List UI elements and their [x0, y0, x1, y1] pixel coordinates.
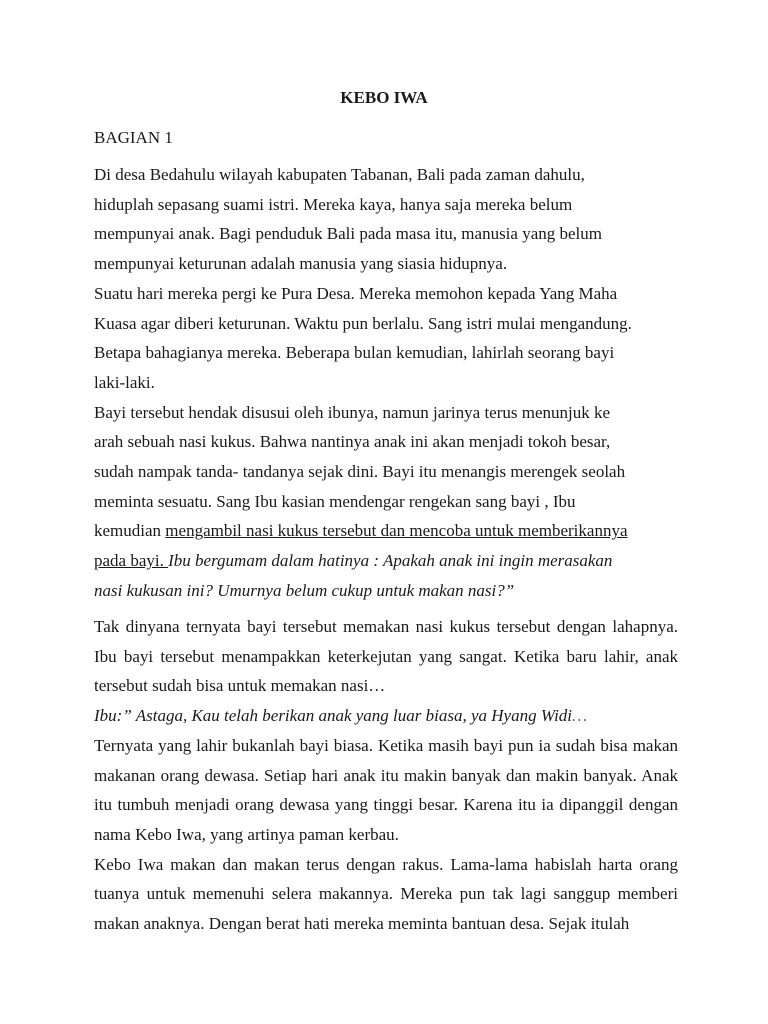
quote-line: [94, 701, 678, 731]
paragraph-6: [94, 850, 678, 939]
text-line: laki-laki.: [94, 372, 155, 392]
text-line: Tak dinyana ternyata bayi tersebut memakan nasi kukus tersebut dengan: [94, 617, 606, 636]
paragraph-2: [94, 279, 678, 398]
text-line: mempunyai keturunan adalah manusia yang siasia hidupnya.: [94, 254, 508, 274]
section-heading: BAGIAN 1: [94, 128, 173, 147]
italic-text: Ibu bergumam dalam hatinya : Apakah anak ini ingin merasakan: [168, 551, 613, 571]
underlined-text: mengambil nasi kukus tersebut dan mencoba untuk memberikannya: [165, 521, 628, 541]
text-line: mempunyai anak. Bagi penduduk Bali pada masa itu, manusia yang belum: [94, 224, 602, 244]
text-line: makan makanan orang dewasa. Setiap hari anak itu makin banyak dan makin: [94, 735, 679, 785]
document-title: KEBO IWA: [340, 88, 428, 107]
text-line: [94, 546, 678, 576]
text-line: Kuasa agar diberi keturunan. Waktu pun berlalu. Sang istri mulai mengandung.: [94, 313, 632, 333]
text-line: Ternyata yang lahir bukanlah bayi biasa. Ketika masih bayi pun ia sudah bisa: [94, 735, 628, 755]
text-line: Di desa Bedahulu wilayah kabupaten Tabanan, Bali pada zaman dahulu,: [94, 165, 585, 184]
italic-line: nasi kukusan ini? Umurnya belum cukup untuk makan nasi?”: [94, 580, 515, 600]
text-line: banyak. Anak itu tumbuh menjadi orang dewasa yang tinggi besar. Karena itu ia: [94, 765, 678, 815]
underlined-text: pada bayi.: [94, 551, 169, 571]
text-line: Kebo Iwa makan dan makan terus dengan rakus. Lama-lama habislah harta orang: [94, 854, 678, 874]
text-line: sudah nampak tanda- tandanya sejak dini. Bayi itu menangis merengek seolah: [94, 462, 626, 482]
text-line: hiduplah sepasang suami istri. Mereka kaya, hanya saja mereka belum: [94, 194, 573, 214]
text-line: Betapa bahagianya mereka. Beberapa bulan kemudian, lahirlah seorang bayi: [94, 343, 615, 363]
story-block-bottom: [94, 612, 678, 939]
text-line: makan anaknya. Dengan berat hati mereka meminta bantuan desa. Sejak itulah: [94, 914, 630, 934]
text-line: meminta sesuatu. Sang Ibu kasian mendengar rengekan sang bayi , Ibu: [94, 491, 576, 511]
text-line: Suatu hari mereka pergi ke Pura Desa. Mereka memohon kepada Yang Maha: [94, 283, 618, 303]
text-line: Bayi tersebut hendak disusui oleh ibunya, namun jarinya terus menunjuk ke: [94, 402, 611, 422]
paragraph-5: [94, 731, 678, 850]
text-line: tuanya untuk memenuhi selera makannya. Mereka pun tak lagi sanggup memberi: [94, 884, 678, 904]
text-line: lahapnya. Ibu bayi tersebut menampakkan keterkejutan yang sangat. Ketika baru: [94, 617, 678, 666]
text-line: dipanggil dengan nama Kebo Iwa, yang artinya paman kerbau.: [94, 795, 679, 844]
text-line: lahir, anak tersebut sudah bisa untuk memakan nasi…: [94, 646, 678, 696]
plain-text: kemudian: [94, 521, 166, 541]
paragraph-4: [94, 612, 678, 701]
paragraph-3: [94, 398, 678, 606]
text-line: arah sebuah nasi kukus. Bahwa nantinya anak ini akan menjadi tokoh besar,: [94, 432, 611, 452]
quote-text: Ibu:” Astaga, Kau telah berikan anak yang luar biasa, ya Hyang Widi: [94, 706, 573, 726]
quote-ellipsis: …: [572, 706, 588, 726]
text-line: [94, 516, 678, 546]
paragraph-1: [94, 160, 678, 279]
story-block-top: [94, 160, 678, 606]
